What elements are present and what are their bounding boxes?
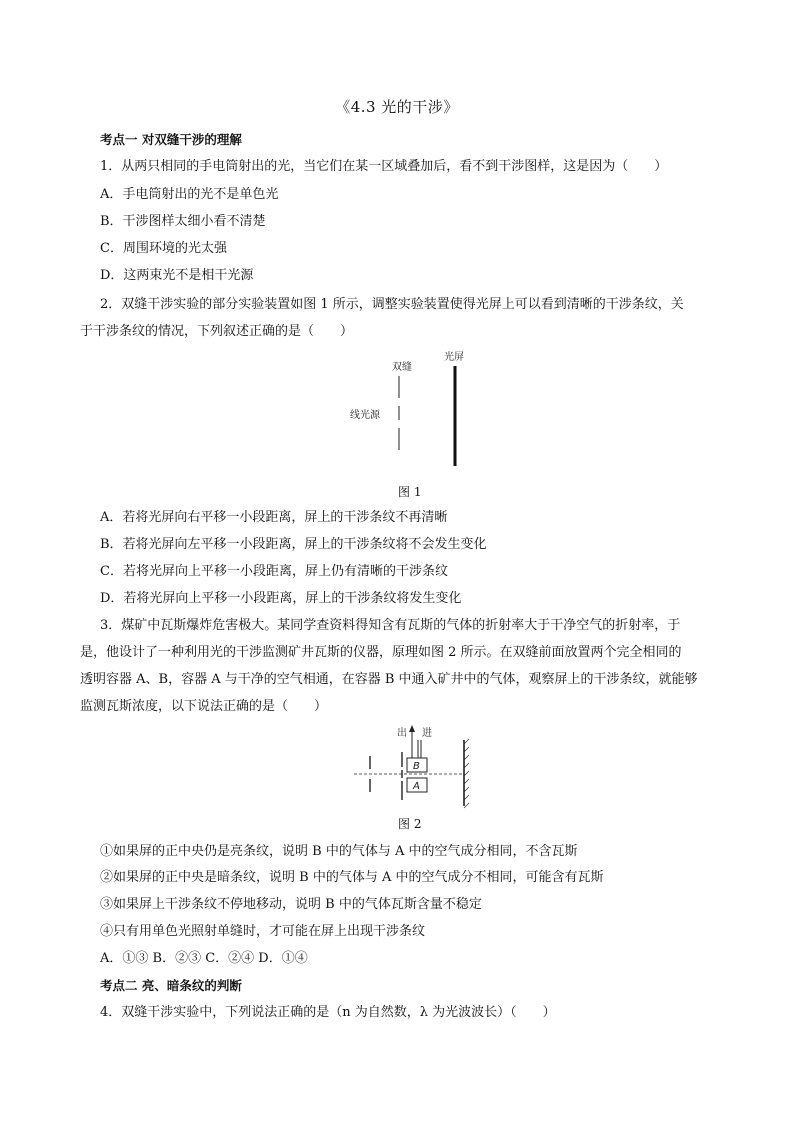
question-2-option-a: A．若将光屏向右平移一小段距离，屏上的干涉条纹不再清晰 [100, 510, 448, 525]
question-3-statement-3: ③如果屏上干涉条纹不停地移动，说明 B 中的气体瓦斯含量不稳定 [100, 897, 482, 912]
question-2-stem-line-1: 2．双缝干涉实验的部分实验装置如图 1 所示，调整实验装置使得光屏上可以看到清晰的干涉条纹，关 [100, 297, 684, 312]
question-3-stem-line-2: 是，他设计了一种利用光的干涉监测矿井瓦斯的仪器，原理如图 2 所示。在双缝前面放置两个完全相同的 [80, 645, 682, 660]
question-2-stem-line-2: 于干涉条纹的情况，下列叙述正确的是（ ） [80, 324, 354, 339]
section-heading-1: 考点一 对双缝干涉的理解 [100, 132, 242, 147]
question-3-stem-line-3: 透明容器 A、B，容器 A 与干净的空气相通，在容器 B 中通入矿井中的气体，观察屏上的干涉条纹，就能够 [80, 672, 698, 687]
figure-1-caption: 图 1 [398, 485, 422, 499]
question-3-stem-line-1: 3．煤矿中瓦斯爆炸危害极大。某同学查资料得知含有瓦斯的气体的折射率大于干净空气的折射率，于 [100, 618, 681, 633]
figure-2-caption: 图 2 [398, 817, 422, 831]
figure-2-label-out: 出 [397, 728, 407, 739]
question-2-option-c: C．若将光屏向上平移一小段距离，屏上仍有清晰的干涉条纹 [100, 564, 448, 579]
page-title: 《4.3 光的干涉》 [335, 98, 459, 116]
question-1-option-b: B．干涉图样太细小看不清楚 [100, 214, 266, 229]
figure-2-label-a: A [413, 781, 420, 792]
question-3-stem-line-4: 监测瓦斯浓度，以下说法正确的是（ ） [80, 699, 328, 714]
figure-1-label-source: 线光源 [350, 410, 380, 421]
question-3-statement-1: ①如果屏的正中央仍是亮条纹，说明 B 中的气体与 A 中的空气成分相同，不含瓦斯 [100, 844, 578, 859]
question-3-options: A．①③ B．②③ C．②④ D．①④ [100, 951, 308, 966]
question-1-option-d: D．这两束光不是相干光源 [100, 268, 254, 283]
question-1-option-a: A．手电筒射出的光不是单色光 [100, 187, 279, 202]
question-1-option-c: C．周围环境的光太强 [100, 241, 227, 256]
figure-1-diagram [350, 348, 470, 473]
figure-2-label-in: 进 [422, 728, 432, 739]
figure-1-label-slits: 双缝 [392, 362, 412, 373]
question-4-stem: 4．双缝干涉实验中，下列说法正确的是（n 为自然数，λ 为光波波长）（ ） [100, 1005, 556, 1020]
figure-2-arrow-out [409, 725, 415, 732]
figure-2-diagram [352, 722, 477, 810]
question-3-statement-4: ④只有用单色光照射单缝时，才可能在屏上出现干涉条纹 [100, 924, 426, 939]
question-2-option-d: D．若将光屏向上平移一小段距离，屏上的干涉条纹将发生变化 [100, 591, 462, 606]
question-2-option-b: B．若将光屏向左平移一小段距离，屏上的干涉条纹将不会发生变化 [100, 537, 487, 552]
figure-2-label-b: B [413, 761, 420, 772]
figure-1-label-screen: 光屏 [444, 352, 464, 363]
question-1-stem: 1．从两只相同的手电筒射出的光，当它们在某一区域叠加后，看不到干涉图样，这是因为（ ） [100, 159, 668, 174]
question-3-statement-2: ②如果屏的正中央是暗条纹，说明 B 中的气体与 A 中的空气成分不相同，可能含有瓦斯 [100, 870, 604, 885]
section-heading-2: 考点二 亮、暗条纹的判断 [100, 978, 242, 993]
